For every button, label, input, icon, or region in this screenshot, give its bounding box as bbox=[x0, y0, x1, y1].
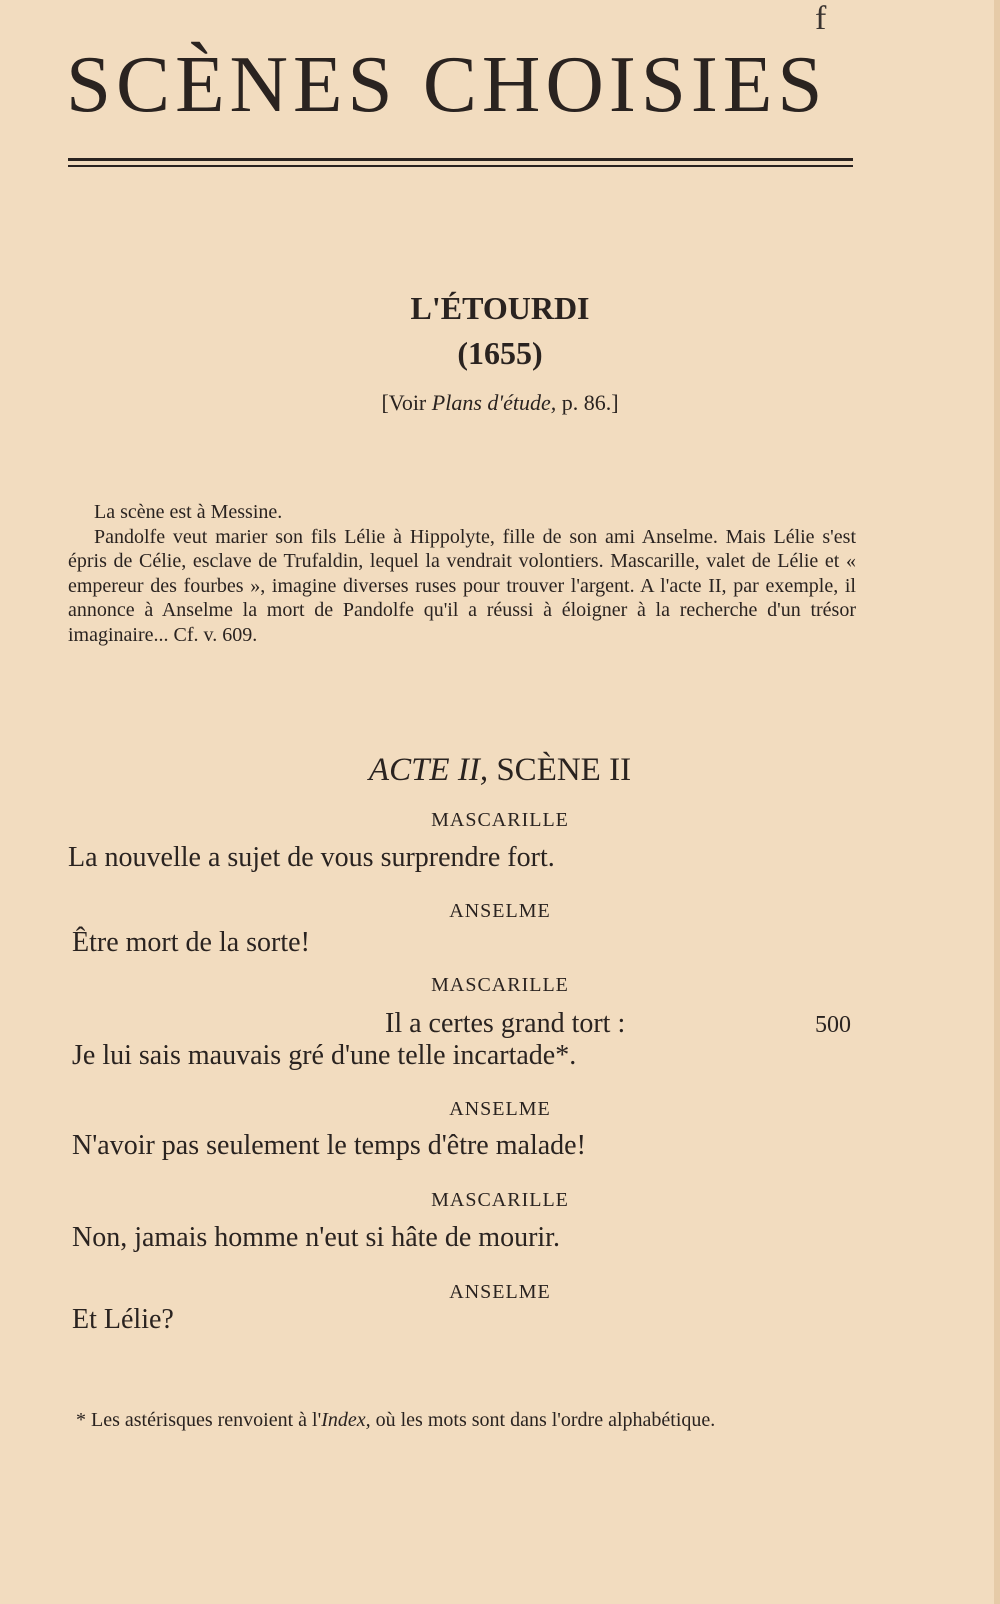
speaker-name: MASCARILLE bbox=[431, 809, 569, 831]
verse-line: Non, jamais homme n'eut si hâte de mourir. bbox=[72, 1222, 560, 1253]
footnote-index-word: Index, bbox=[321, 1409, 371, 1431]
play-year: (1655) bbox=[457, 335, 543, 371]
cross-reference-open: [Voir bbox=[381, 390, 432, 415]
cross-reference bbox=[0, 390, 1000, 416]
verse-line: La nouvelle a sujet de vous surprendre fort. bbox=[68, 842, 555, 873]
corner-pencil-mark: f bbox=[815, 0, 827, 37]
page-edge bbox=[994, 0, 1000, 1604]
speaker-name: ANSELME bbox=[449, 900, 551, 922]
cross-reference-rest: p. 86.] bbox=[556, 390, 619, 415]
scene-heading bbox=[0, 752, 1000, 789]
verse-line: N'avoir pas seulement le temps d'être malade! bbox=[72, 1130, 586, 1161]
verse-line-number: 500 bbox=[815, 1012, 851, 1038]
speaker-name: ANSELME bbox=[449, 1098, 551, 1120]
synopsis-summary: Pandolfe veut marier son fils Lélie à Hippolyte, fille de son ami Anselme. Mais Lélie s'est épris de Célie, esclave de Trufaldin, lequel la vendrait volontiers. Mascarille, valet de Lélie et « empereur des fourbes », imagine diverses ruses pour trouver l'argent. A l'acte II, par exemple, il annonce à Anselme la mort de Pandolfe qu'il a réussi à éloigner à la recherche d'un trésor imaginaire... Cf. v. 609. bbox=[68, 525, 856, 646]
speaker-name: MASCARILLE bbox=[431, 1189, 569, 1211]
verse-line: Il a certes grand tort : bbox=[385, 1008, 626, 1039]
verse-line: Et Lélie? bbox=[72, 1304, 174, 1335]
scene-number: SCÈNE II bbox=[496, 752, 632, 788]
title-rule-bottom bbox=[68, 165, 853, 167]
speaker-name: ANSELME bbox=[449, 1281, 551, 1303]
act-number: ACTE II, bbox=[368, 752, 489, 788]
section-title: SCÈNES CHOISIES bbox=[66, 39, 828, 129]
cross-reference-work: Plans d'étude, bbox=[431, 390, 557, 415]
play-title: L'ÉTOURDI bbox=[410, 290, 590, 326]
verse-line: Je lui sais mauvais gré d'une telle incartade*. bbox=[72, 1040, 577, 1071]
verse-line: Être mort de la sorte! bbox=[72, 927, 310, 958]
title-rule-top bbox=[68, 158, 853, 161]
synopsis-setting: La scène est à Messine. bbox=[94, 501, 283, 523]
footnote bbox=[76, 1407, 861, 1434]
synopsis bbox=[68, 500, 856, 647]
speaker-name: MASCARILLE bbox=[431, 974, 569, 996]
footnote-text-before: * Les astérisques renvoient à l' bbox=[76, 1409, 322, 1431]
footnote-text-after: où les mots sont dans l'ordre alphabétique. bbox=[370, 1409, 716, 1431]
